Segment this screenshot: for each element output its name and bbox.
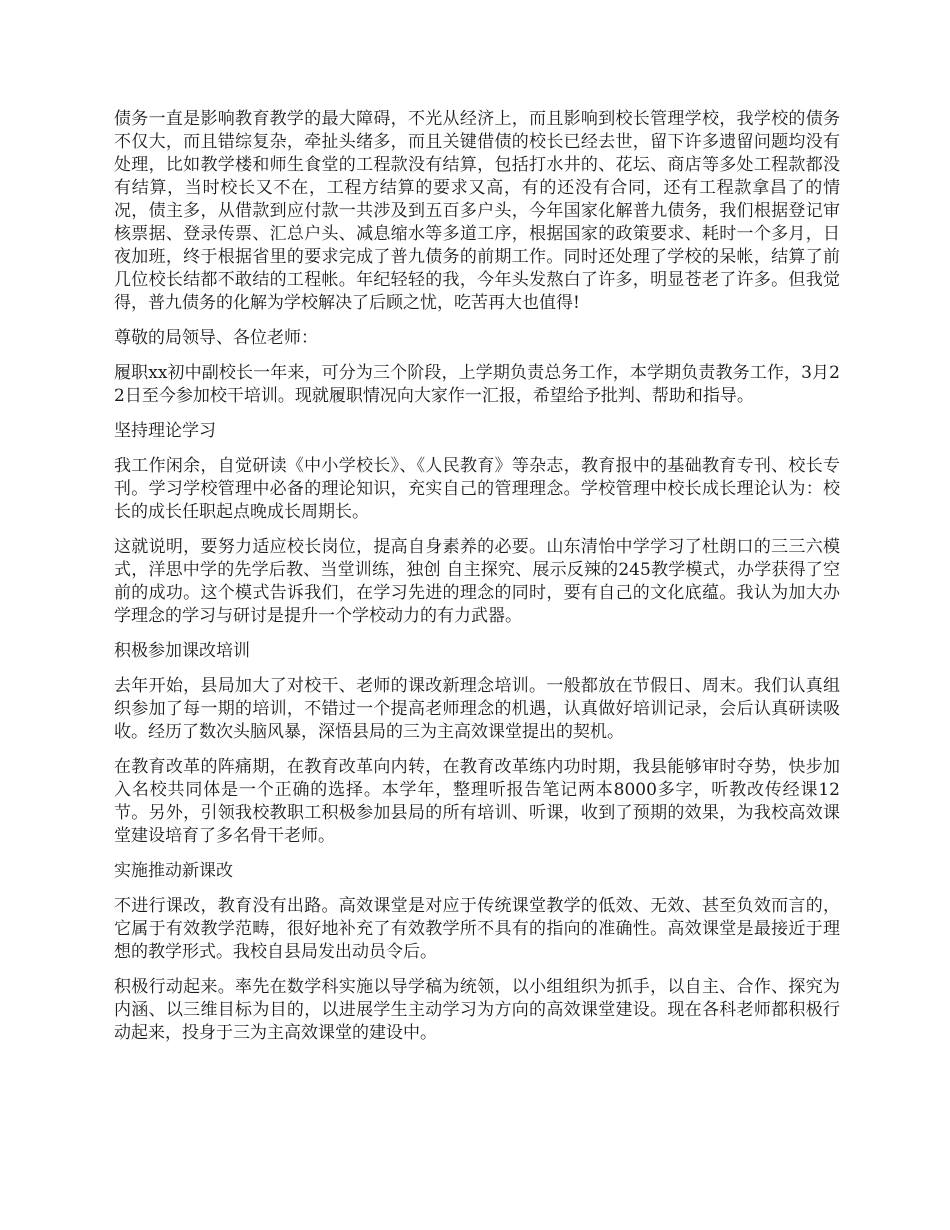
section-heading-reform: 实施推动新课改 bbox=[114, 861, 233, 881]
salutation: 尊敬的局领导、各位老师： bbox=[114, 328, 318, 348]
paragraph-training-1: 去年开始，县局加大了对校干、老师的课改新理念培训。一般都放在节假日、周末。我们认真组织参加了每一期的培训，不错过一个提高老师理念的机遇，认真做好培训记录，会后认真研读吸收。经历了数次头脑风暴，深悟县局的三为主高效课堂提出的契机。 bbox=[114, 676, 840, 742]
document-page bbox=[114, 108, 840, 1057]
paragraph-debt: 债务一直是影响教育教学的最大障碍，不光从经济上，而且影响到校长管理学校，我学校的债务不仅大，而且错综复杂，牵扯头绪多，而且关键借债的校长已经去世，留下许多遗留问题均没有处理，比如教学楼和师生食堂的工程款没有结算，包括打水井的、花坛、商店等多处工程款都没有结算，当时校长又不在，工程方结算的要求又高，有的还没有合同，还有工程款拿昌了的情况，债主多，从借款到应付款一共涉及到五百多户头，今年国家化解普九债务，我们根据登记审核票据、登录传票、汇总户头、减息缩水等多道工序，根据国家的政策要求、耗时一个多月，日夜加班，终于根据省里的要求完成了普九债务的前期工作。同时还处理了学校的呆帐，结算了前几位校长结都不敢结的工程帐。年纪轻轻的我，今年头发熬白了许多，明显苍老了许多。但我觉得，普九债务的化解为学校解决了后顾之忧，吃苦再大也值得! bbox=[114, 109, 840, 313]
section-heading-theory: 坚持理论学习 bbox=[114, 421, 216, 441]
paragraph-theory-1: 我工作闲余，自觉研读《中小学校长》、《人民教育》等杂志，教育报中的基础教育专刊、校长专刊。学习学校管理中必备的理论知识，充实自己的管理理念。学校管理中校长成长理论认为：校长的成长任职起点晚成长周期长。 bbox=[114, 456, 840, 522]
paragraph-training-2: 在教育改革的阵痛期，在教育改革向内转，在教育改革练内功时期，我县能够审时夺势，快步加入名校共同体是一个正确的选择。本学年，整理听报告笔记两本8000多字，听教改传经课12节。另外，引领我校教职工积极参加县局的所有培训、听课，收到了预期的效果，为我校高效课堂建设培育了多名骨干老师。 bbox=[114, 757, 840, 846]
paragraph-reform-2: 积极行动起来。率先在数学科实施以导学稿为统领，以小组组织为抓手，以自主、合作、探究为内涵、以三维目标为目的，以进展学生主动学习为方向的高效课堂建设。现在各科老师都积极行动起来，投身于三为主高效课堂的建设中。 bbox=[114, 977, 840, 1043]
paragraph-reform-1: 不进行课改，教育没有出路。高效课堂是对应于传统课堂教学的低效、无效、甚至负效而言的，它属于有效教学范畴，很好地补充了有效教学所不具有的指向的准确性。高效课堂是最接近于理想的教学形式。我校自县局发出动员令后。 bbox=[114, 896, 840, 962]
paragraph-theory-2: 这就说明，要努力适应校长岗位，提高自身素养的必要。山东清怡中学学习了杜朗口的三三六模式，洋思中学的先学后教、当堂训练，独创 自主探究、展示反辣的245教学模式，办学获得了空前的成功。这个模式告诉我们，在学习先进的理念的同时，要有自己的文化底蕴。我认为加大办学理念的学习与研讨是提升一个学校动力的有力武器。 bbox=[114, 537, 840, 626]
section-heading-training: 积极参加课改培训 bbox=[114, 641, 250, 661]
paragraph-intro: 履职xx初中副校长一年来，可分为三个阶段，上学期负责总务工作，本学期负责教务工作，3月22日至今参加校干培训。现就履职情况向大家作一汇报，希望给予批判、帮助和指导。 bbox=[114, 363, 840, 406]
